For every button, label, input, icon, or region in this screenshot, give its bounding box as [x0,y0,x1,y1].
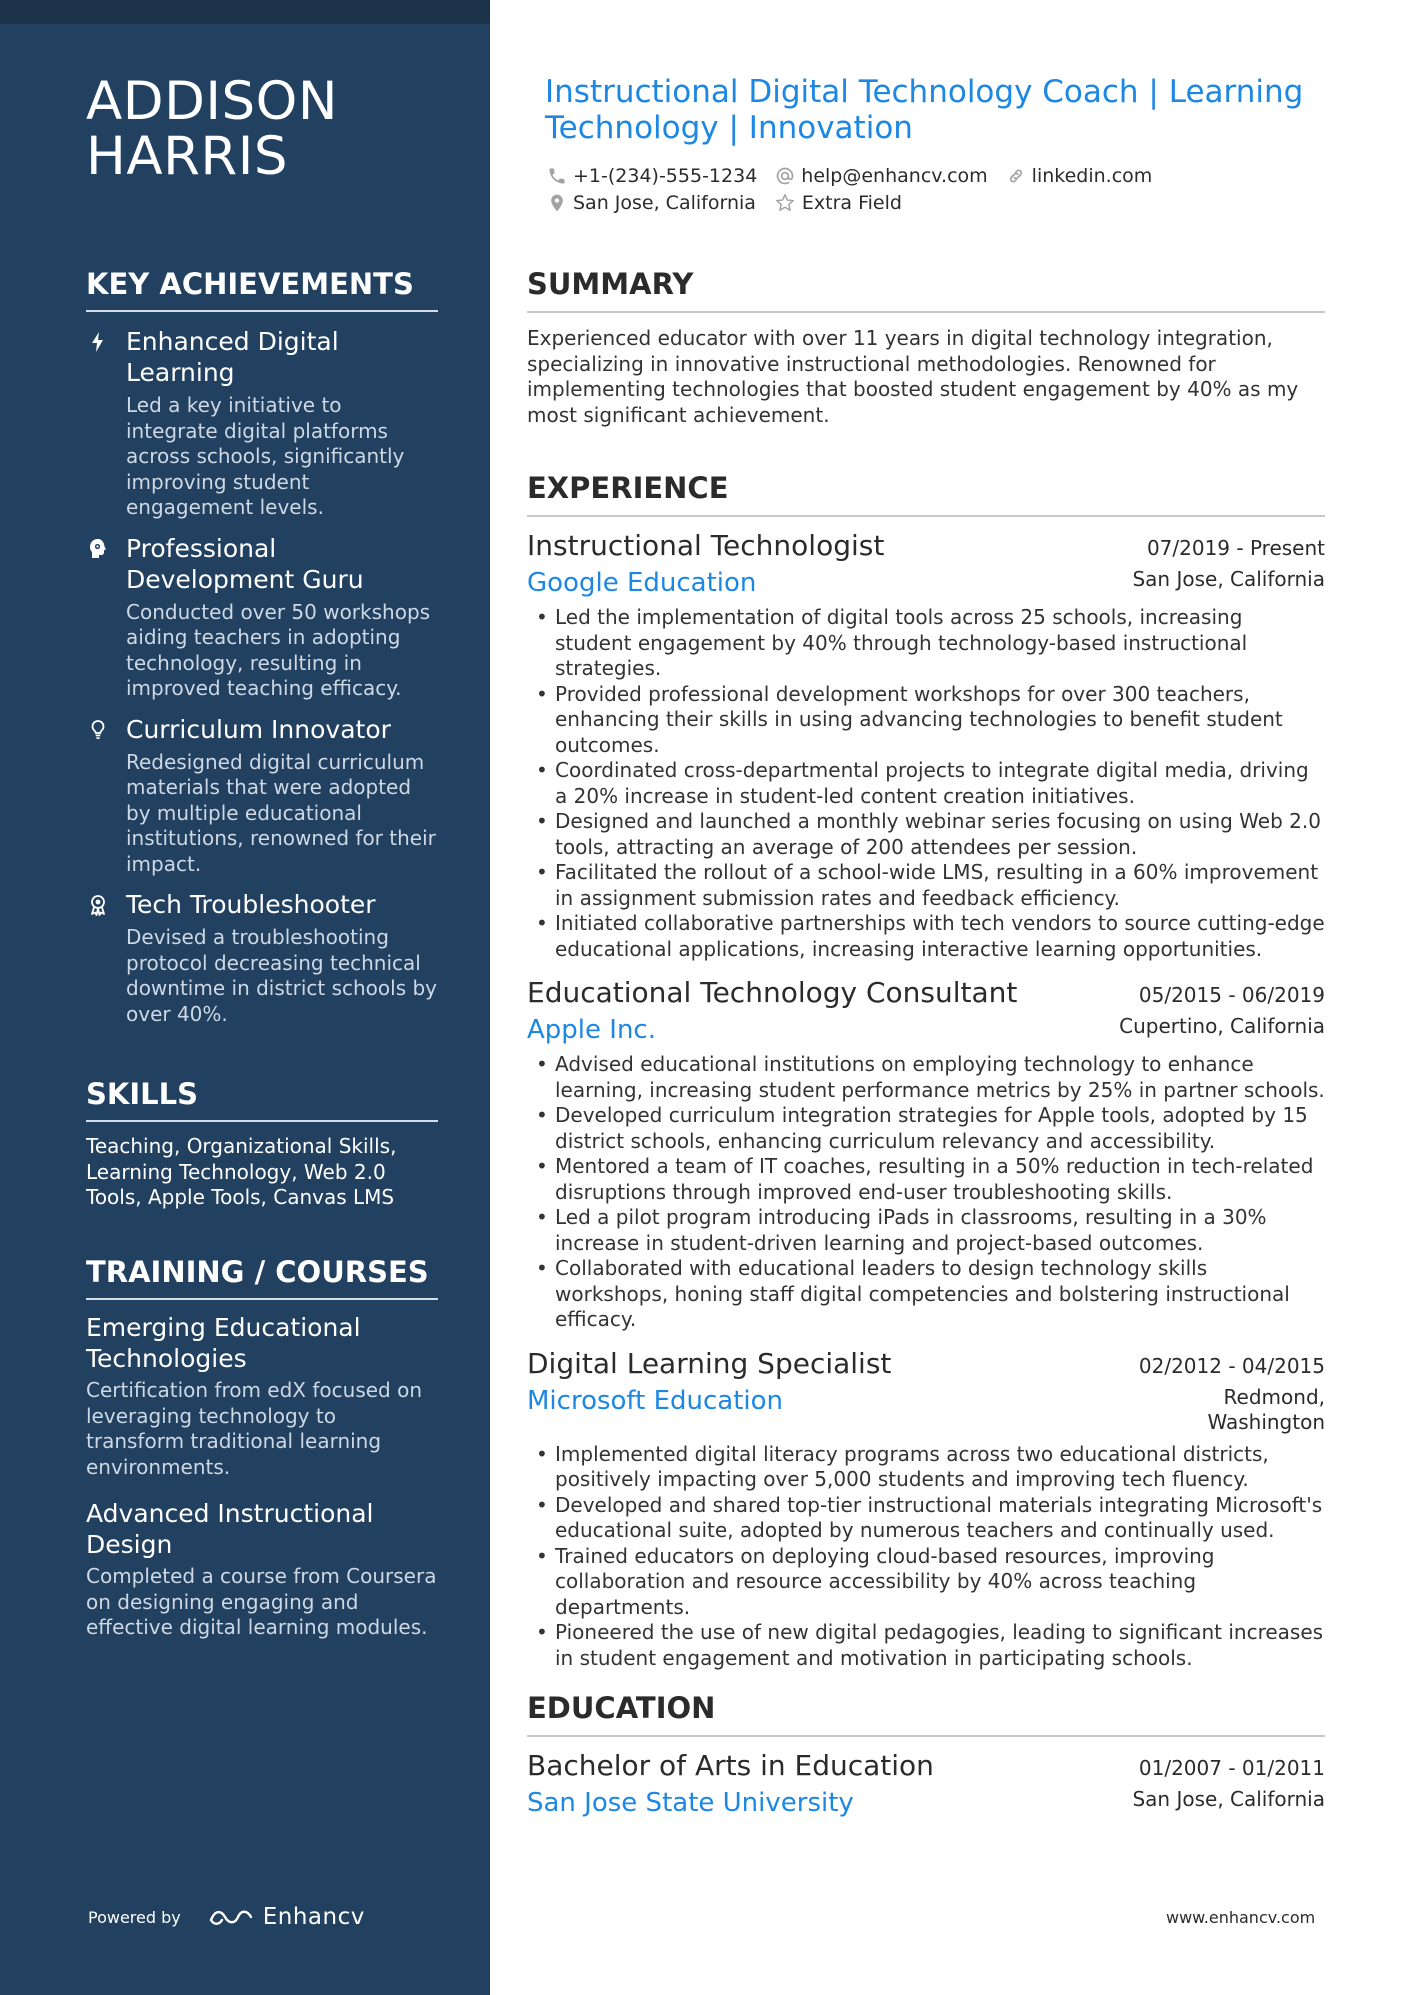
job-location: Redmond, Washington [1207,1384,1325,1434]
location-text: San Jose, California [573,191,756,214]
job-header [527,976,1325,1010]
lightbulb-icon [86,718,110,742]
email-text: help@enhancv.com [801,164,988,187]
education-subheader [527,1787,1325,1819]
head-gear-icon [86,537,110,561]
achievement-item [86,889,438,1027]
key-achievements-section [86,266,438,1027]
job-subheader [527,1014,1325,1046]
course-description: Certification from edX focused on leveraging technology to transform traditional learning environments. [86,1378,423,1479]
skills-heading: SKILLS [86,1076,438,1122]
education-dates: 01/2007 - 01/2011 [1138,1756,1325,1780]
award-ribbon-icon [86,893,110,917]
job-bullets [527,605,1325,962]
achievement-item [86,714,438,878]
star-icon [774,192,796,214]
achievement-description: Led a key initiative to integrate digital platforms across schools, significantly improving student engagement levels. [126,393,405,519]
training-heading: TRAINING / COURSES [86,1254,438,1300]
education-section [527,1690,1325,1819]
job-location: Cupertino, California [1119,1014,1325,1038]
job-company: Apple Inc. [527,1015,656,1045]
course-title: Emerging Educational Technologies [86,1313,361,1373]
job-bullet: • Pioneered the use of new digital pedagogies, leading to significant increases in student engagement and motivation in participating schools. [527,1620,1325,1671]
job-bullet: • Collaborated with educational leaders to design technology skills workshops, honing staff digital competencies and bolstering instructional efficacy. [527,1256,1325,1333]
job-company: Google Education [527,568,757,598]
headline-title: Instructional Digital Technology Coach | Learning Technology | Innovation [545,74,1304,146]
job-subheader [527,1385,1325,1436]
enhancv-logo-icon [207,1904,255,1930]
job-role: Instructional Technologist [527,529,885,562]
job-dates: 07/2019 - Present [1146,536,1325,560]
phone-text: +1-(234)-555-1234 [573,164,758,187]
job-bullet: • Coordinated cross-departmental projects to integrate digital media, driving a 20% increase in student-led content creation initiatives. [527,758,1325,809]
job-bullet: • Led the implementation of digital tools across 25 schools, increasing student engagement by 40% through technology-based instructional strategies. [527,605,1325,682]
job-entry [527,976,1325,1333]
job-bullet: • Facilitated the rollout of a school-wide LMS, resulting in a 60% improvement in assignment submission rates and feedback efficiency. [527,860,1325,911]
link-icon [1006,166,1026,186]
job-role: Educational Technology Consultant [527,976,1018,1009]
job-bullet: • Developed curriculum integration strategies for Apple tools, adopted by 15 district schools, enhancing curriculum relevancy and accessibility. [527,1103,1325,1154]
job-bullet: • Led a pilot program introducing iPads in classrooms, resulting in a 30% increase in student-driven learning and project-based outcomes. [527,1205,1325,1256]
sidebar [0,0,490,1995]
course-description: Completed a course from Coursera on designing engaging and effective digital learning modules. [86,1564,437,1639]
phone-icon [547,166,567,186]
contact-row [547,162,1307,189]
job-subheader [527,567,1325,599]
job-bullets [527,1442,1325,1672]
education-location: San Jose, California [1132,1787,1325,1811]
enhancv-logo-text: Enhancv [262,1904,365,1930]
summary-heading: SUMMARY [527,266,1325,313]
job-location: San Jose, California [1132,567,1325,591]
email-contact[interactable] [775,165,987,187]
footer-url[interactable]: www.enhancv.com [1166,1908,1316,1927]
job-header [527,529,1325,563]
contact-info [547,162,1307,216]
job-bullet: • Advised educational institutions on employing technology to enhance learning, increasing student performance metrics by 25% in partner schools. [527,1052,1325,1103]
course-title: Advanced Instructional Design [86,1499,374,1559]
achievement-item [86,326,438,521]
achievement-title: Tech Troubleshooter [126,890,376,919]
skills-section [86,1076,438,1211]
phone-contact[interactable] [547,165,757,187]
job-bullet: • Mentored a team of IT coaches, resulting in a 50% reduction in tech-related disruptions through improved end-user troubleshooting skills. [527,1154,1325,1205]
experience-heading: EXPERIENCE [527,470,1325,517]
key-achievements-heading: KEY ACHIEVEMENTS [86,266,438,312]
job-entry [527,529,1325,962]
job-company: Microsoft Education [527,1385,784,1416]
job-bullet: • Trained educators on deploying cloud-based resources, improving collaboration and resource accessibility by 40% across teaching departments. [527,1544,1325,1621]
job-header [527,1347,1325,1381]
skills-list: Teaching, Organizational Skills, Learning Technology, Web 2.0 Tools, Apple Tools, Canvas LMS [86,1134,397,1209]
link-text: linkedin.com [1031,164,1153,187]
summary-text: Experienced educator with over 11 years in digital technology integration, specializing in innovative instructional methodologies. Renowned for implementing technologies that boosted student engagement by 40% as my most significant achievement. [527,326,1299,427]
powered-by-label: Powered by [88,1907,181,1927]
experience-section [527,470,1325,1671]
education-entry [527,1749,1325,1819]
sidebar-top-band [0,0,490,24]
summary-section [527,266,1325,428]
job-entry [527,1347,1325,1672]
education-degree: Bachelor of Arts in Education [527,1749,934,1782]
course-item [86,1498,438,1641]
training-section [86,1254,438,1641]
at-icon [775,166,795,186]
achievement-title: Curriculum Innovator [126,714,391,744]
job-role: Digital Learning Specialist [527,1346,892,1380]
job-bullet: • Provided professional development workshops for over 300 teachers, enhancing their skills in using advancing technologies to benefit student outcomes. [527,682,1325,759]
candidate-name [86,71,466,187]
course-item [86,1312,438,1480]
powered-by [88,1904,365,1930]
achievement-description: Redesigned digital curriculum materials that were adopted by multiple educational institutions, renowned for their impact. [126,749,436,876]
achievement-item [86,533,438,702]
job-bullet: • Initiated collaborative partnerships with tech vendors to source cutting-edge educational applications, increasing interactive learning opportunities. [527,911,1325,962]
last-name: HARRIS [86,126,289,187]
job-bullet: • Designed and launched a monthly webinar series focusing on using Web 2.0 tools, attracting an average of 200 attendees per session. [527,809,1325,860]
enhancv-logo[interactable] [207,1904,365,1930]
extra-field-text: Extra Field [801,191,902,214]
lightning-icon [86,330,110,354]
achievement-title: Professional Development Guru [126,533,364,594]
achievement-description: Devised a troubleshooting protocol decreasing technical downtime in district schools by over 40%. [126,925,438,1026]
link-contact[interactable] [1006,165,1153,187]
education-header [527,1749,1325,1783]
job-dates: 02/2012 - 04/2015 [1138,1353,1325,1378]
location-contact [547,192,756,214]
extra-field-contact [774,192,902,214]
achievement-description: Conducted over 50 workshops aiding teachers in adopting technology, resulting in improved teaching efficacy. [126,599,431,700]
contact-row [547,189,1307,216]
job-dates: 05/2015 - 06/2019 [1138,983,1325,1007]
main-content [527,0,1325,1995]
achievement-title: Enhanced Digital Learning [126,327,339,387]
education-heading: EDUCATION [527,1690,1325,1737]
education-school: San Jose State University [527,1788,854,1818]
job-bullets [527,1052,1325,1333]
location-pin-icon [547,193,567,213]
job-bullet: • Implemented digital literacy programs across two educational districts, positively impacting over 5,000 students and improving tech fluency. [527,1442,1325,1493]
first-name: ADDISON [86,71,339,132]
job-bullet: • Developed and shared top-tier instructional materials integrating Microsoft's educational suite, adopted by numerous teachers and continually used. [527,1493,1325,1544]
